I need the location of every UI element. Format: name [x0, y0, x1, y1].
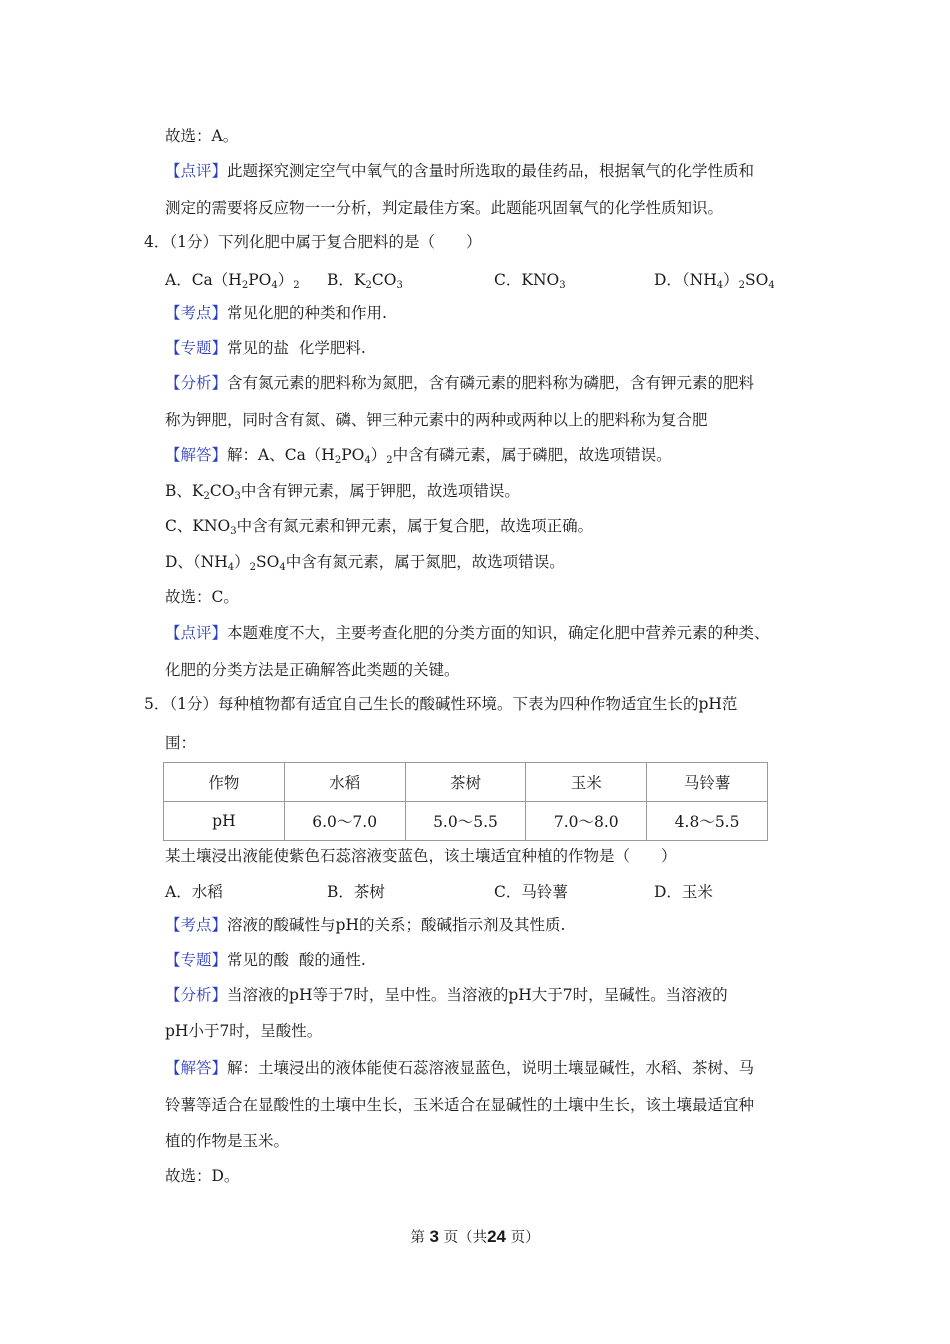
- question-number: 5．: [144, 695, 170, 713]
- page-number: 3: [429, 1227, 439, 1246]
- q5-jieda-line-3: 植的作物是玉米。: [165, 1132, 290, 1150]
- q5-zhuanti: 【专题】常见的酸 酸的通性.: [165, 951, 366, 969]
- q5-answer: 故选：D。: [165, 1167, 240, 1185]
- question-text: （1分）每种植物都有适宜自己生长的酸碱性环境。下表为四种作物适宜生长的pH范: [169, 695, 738, 713]
- q5-fenxi-line-2: pH小于7时，呈酸性。: [165, 1022, 323, 1040]
- q4-option-c: C．$KNO_3$: [494, 271, 566, 291]
- table-cell: 5.0～5.5: [405, 802, 526, 841]
- q5-option-b: B．茶树: [327, 883, 385, 901]
- q4-option-b: B．$K_2CO_3$: [327, 271, 403, 291]
- table-cell: 玉米: [526, 763, 647, 802]
- q4-fenxi-line-2: 称为钾肥，同时含有氮、磷、钾三种元素中的两种或两种以上的肥料称为复合肥: [165, 411, 708, 429]
- q4-jieda-d: D、$(NH_4)_2SO_4$中含有氮元素，属于氮肥，故选项错误。: [165, 553, 565, 573]
- q5-jieda-line-2: 铃薯等适合在显酸性的土壤中生长，玉米适合在显碱性的土壤中生长，该土壤最适宜种: [165, 1096, 755, 1114]
- q5-option-a: A．水稻: [165, 883, 223, 901]
- table-cell: 7.0～8.0: [526, 802, 647, 841]
- table-cell: 茶树: [405, 763, 526, 802]
- table-cell: 4.8～5.5: [647, 802, 768, 841]
- table-cell: 作物: [164, 763, 285, 802]
- table-cell: pH: [164, 802, 285, 841]
- prev-comment-line-1: [165, 161, 754, 181]
- q4-option-d: D．$(NH_4)_2SO_4$: [654, 271, 775, 291]
- q5-option-c: C．马铃薯: [494, 883, 568, 901]
- ph-range-table: [163, 762, 768, 841]
- q5-stem-line-1: [144, 694, 737, 714]
- q4-kaodian: 【考点】常见化肥的种类和作用.: [165, 304, 387, 322]
- question-text: （1分）下列化肥中属于复合肥料的是（ ）: [169, 233, 482, 251]
- q5-option-d: D．玉米: [654, 883, 713, 901]
- q4-dianping-line-2: 化肥的分类方法是正确解答此类题的关键。: [165, 661, 460, 679]
- table-cell: 水稻: [284, 763, 405, 802]
- q4-jieda-b: B、$K_2CO_3$中含有钾元素，属于钾肥，故选项错误。: [165, 482, 520, 502]
- prev-comment-line-2: 测定的需要将反应物一一分析，判定最佳方案。此题能巩固氧气的化学性质知识。: [165, 199, 724, 217]
- q5-stem-line-3: 某土壤浸出液能使紫色石蕊溶液变蓝色，该土壤适宜种植的作物是（ ）: [165, 847, 677, 865]
- comment-text: 此题探究测定空气中氧气的含量时所选取的最佳药品，根据氧气的化学性质和: [227, 162, 755, 180]
- page-footer: 第 3 页（共24 页）: [410, 1227, 540, 1246]
- q5-jieda-line-1: 【解答】解：土壤浸出的液体能使石蕊溶液显蓝色，说明土壤显碱性，水稻、茶树、马: [165, 1059, 755, 1077]
- comment-tag: 【点评】: [165, 162, 228, 180]
- question-number: 4．: [144, 233, 170, 251]
- q4-jieda-c: C、$KNO_3$中含有氮元素和钾元素，属于复合肥，故选项正确。: [165, 517, 594, 537]
- table-cell: 6.0～7.0: [284, 802, 405, 841]
- q5-stem-line-2: 围：: [165, 734, 197, 752]
- q4-stem: [144, 232, 482, 252]
- q4-zhuanti: 【专题】常见的盐 化学肥料.: [165, 339, 366, 357]
- table-cell: 马铃薯: [647, 763, 768, 802]
- q4-jieda-a: 【解答】解：A、$Ca(H_2PO_4)_2$中含有磷元素，属于磷肥，故选项错误。: [165, 446, 672, 466]
- q4-fenxi-line-1: 【分析】含有氮元素的肥料称为氮肥，含有磷元素的肥料称为磷肥，含有钾元素的肥料: [165, 374, 755, 392]
- page-total: 24: [487, 1227, 506, 1246]
- q5-fenxi-line-1: 【分析】当溶液的pH等于7时，呈中性。当溶液的pH大于7时，呈碱性。当溶液的: [165, 986, 728, 1004]
- prev-answer: 故选：A。: [165, 127, 239, 145]
- q4-answer: 故选：C。: [165, 588, 239, 606]
- table-row: [164, 802, 768, 841]
- q5-kaodian: 【考点】溶液的酸碱性与pH的关系；酸碱指示剂及其性质.: [165, 916, 566, 934]
- q4-option-a: A．$Ca(H_2PO_4)_2$: [165, 271, 300, 291]
- table-header-row: [164, 763, 768, 802]
- q4-dianping-line-1: 【点评】本题难度不大，主要考查化肥的分类方面的知识，确定化肥中营养元素的种类、: [165, 624, 770, 642]
